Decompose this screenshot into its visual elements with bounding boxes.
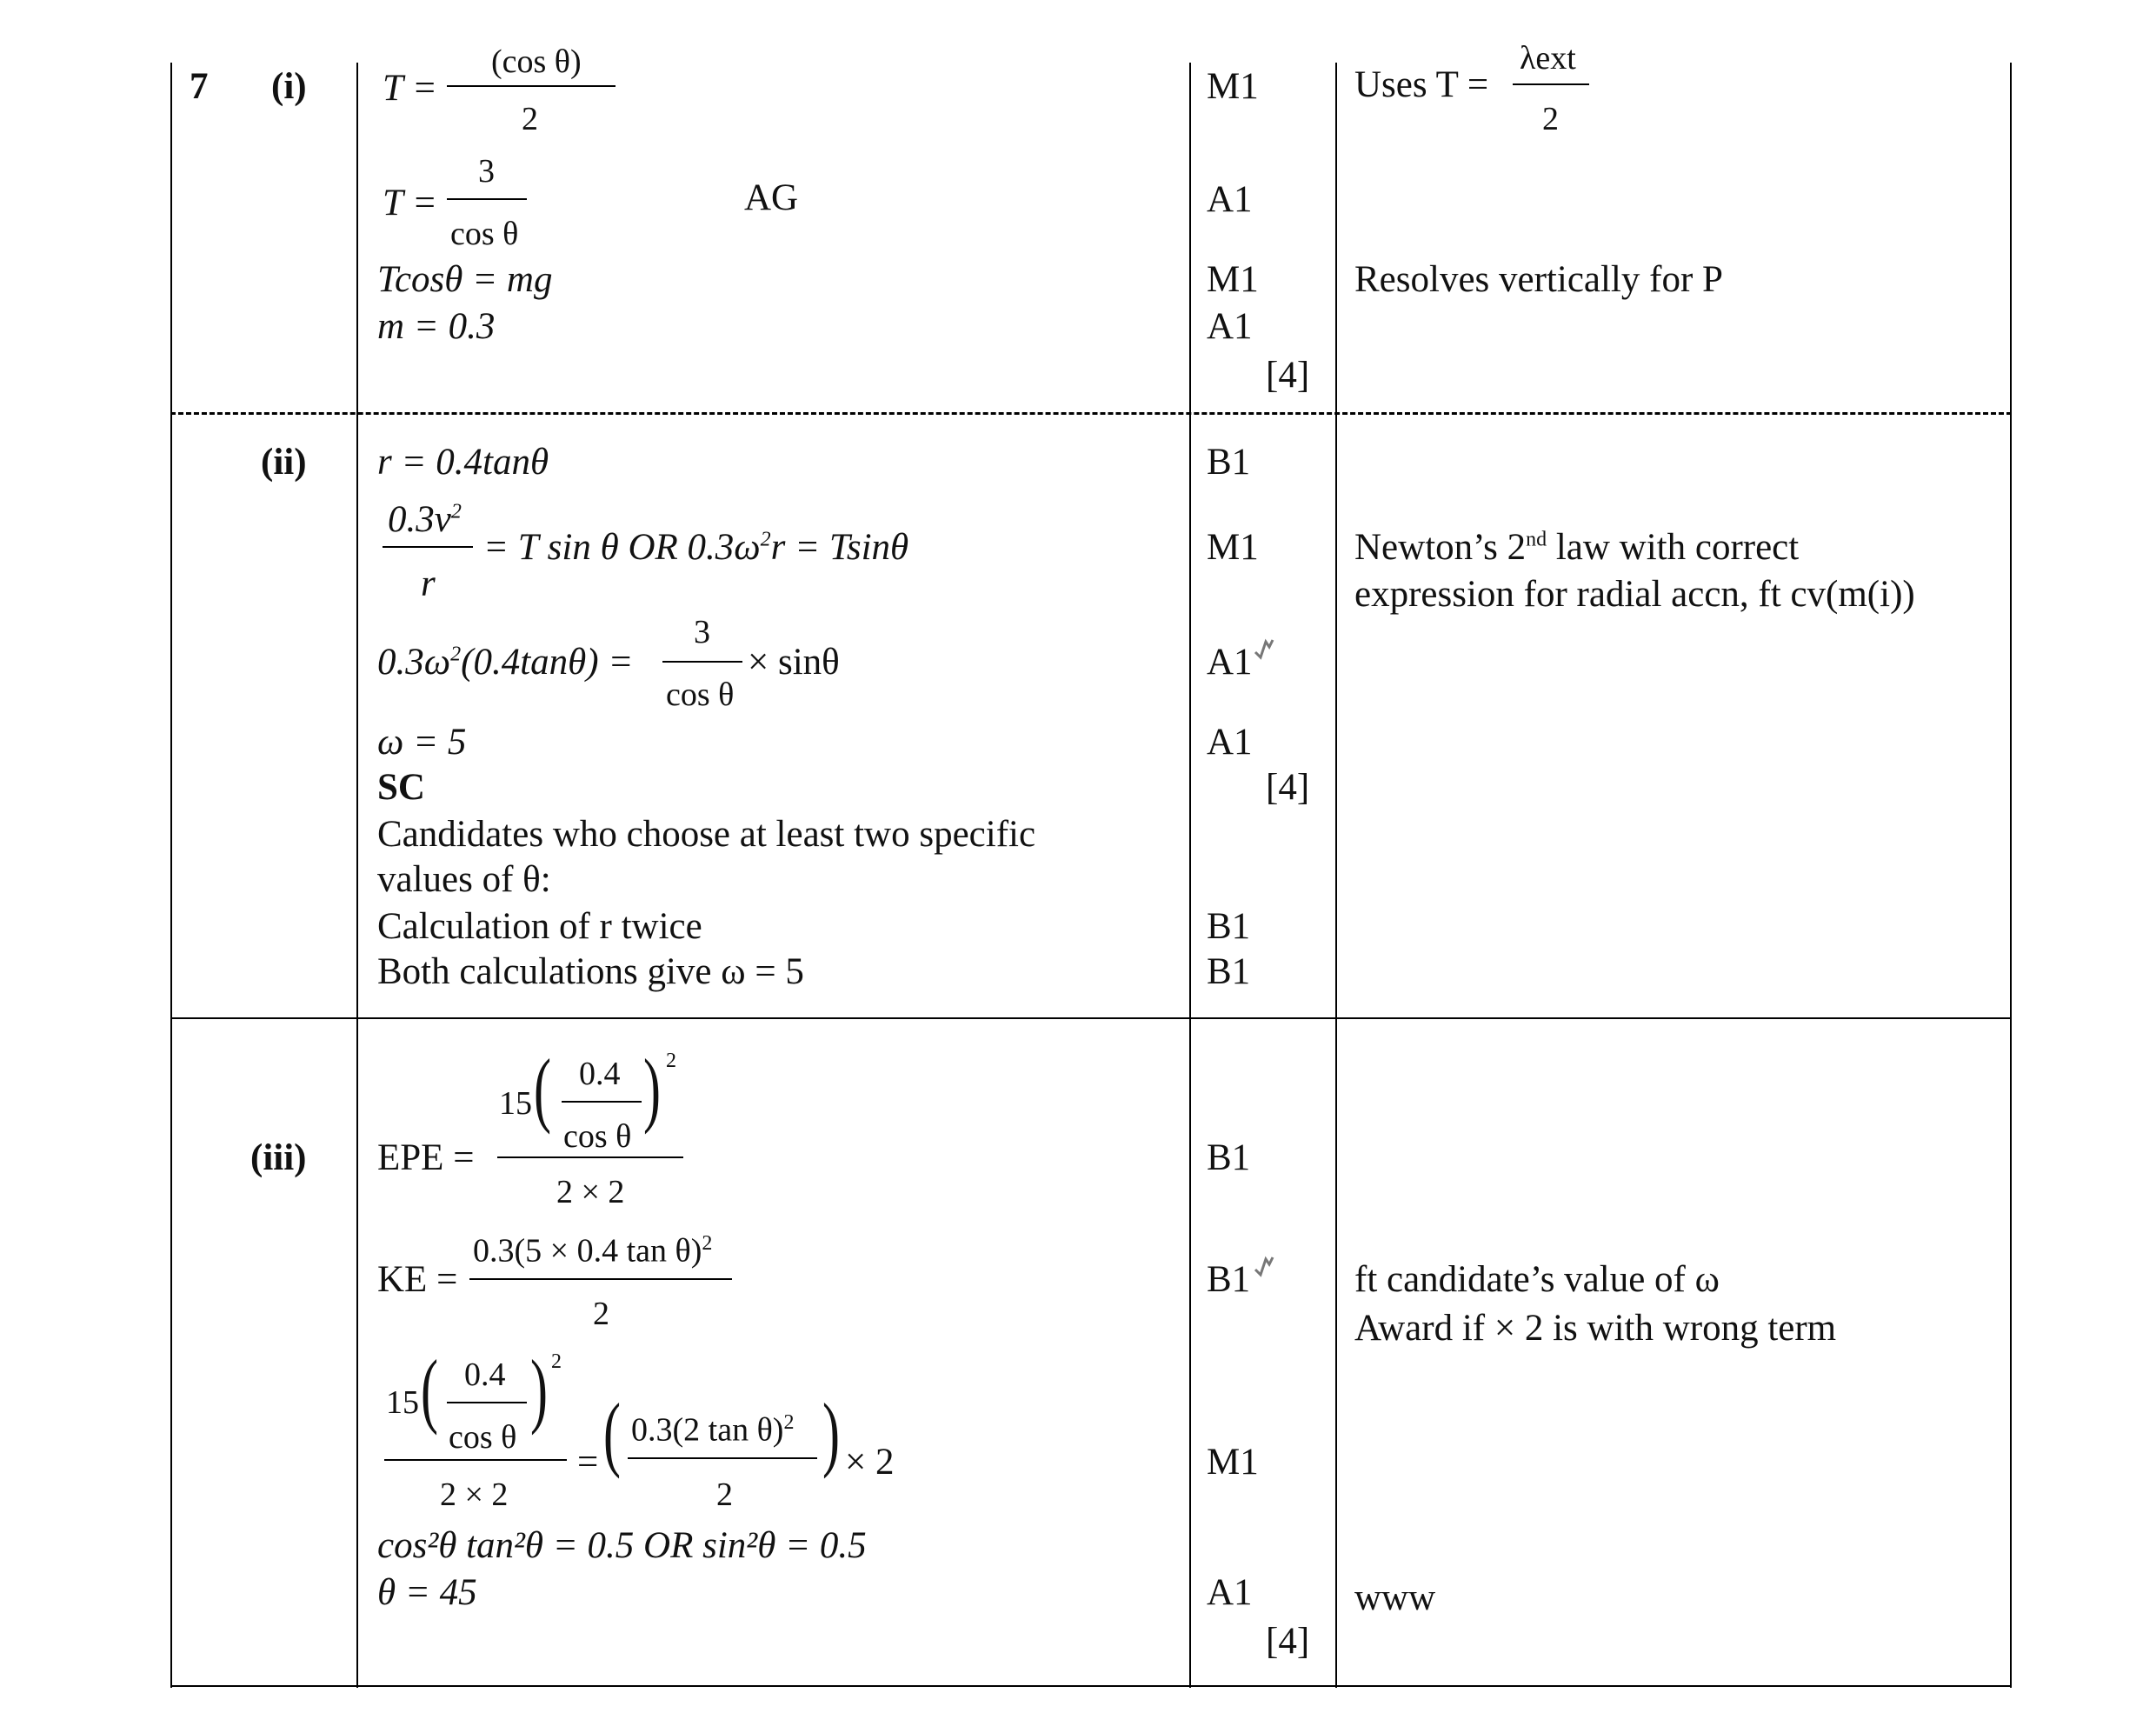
part-ii-guidance-line1: Newton’s 2nd law with correct (1354, 527, 1800, 568)
part-i-eq2-lhs: T = (383, 183, 437, 223)
part-ii-mark-4: A1 (1207, 722, 1253, 763)
part-ii-mark-6: B1 (1207, 951, 1251, 992)
part-i-guidance-uses: Uses T = (1354, 64, 1489, 105)
ke-numerator: 0.3(5 × 0.4 tan θ)$^2$ (473, 1232, 713, 1270)
part-ii-mark-2: M1 (1207, 527, 1259, 568)
energy-eq-inner-fraction-bar (447, 1402, 527, 1403)
ke-fraction-bar (469, 1278, 732, 1280)
part-ii-eq3-lhs: $0.3\omega^2(0.4\tan\theta)$ = (377, 642, 634, 683)
part-ii-eq3-fraction-bar (662, 661, 742, 663)
epe-inner-numerator: 0.4 (579, 1056, 621, 1092)
part-iii-guidance-www: www (1354, 1577, 1436, 1618)
part-i-guidance-resolves: Resolves vertically for P (1354, 259, 1723, 300)
part-i-eq1-denominator: 2 (522, 101, 538, 137)
ke-lhs: KE = (377, 1259, 458, 1300)
energy-eq-left-paren: ( (421, 1343, 438, 1436)
energy-eq-times-two: × 2 (845, 1442, 895, 1483)
part-i-eq2-numerator: 3 (478, 153, 495, 190)
part-ii-total: [4] (1266, 767, 1310, 808)
part-i-line3: Tcosθ = mg (377, 259, 553, 300)
part-i-eq1-fraction-bar (447, 85, 616, 87)
part-i-eq2-fraction-bar (447, 198, 527, 200)
part-iii-mark-1: B1 (1207, 1137, 1251, 1178)
epe-fraction-bar (497, 1156, 683, 1158)
energy-eq-right-paren: ) (530, 1343, 548, 1436)
part-ii-line1: r = 0.4tanθ (377, 442, 549, 483)
energy-eq-inner-numerator: 0.4 (464, 1356, 506, 1393)
part-ii-line4: ω = 5 (377, 722, 467, 763)
energy-eq-equals: = (577, 1442, 599, 1483)
energy-eq-square: 2 (551, 1350, 562, 1373)
part-iii-label: (iii) (250, 1137, 307, 1178)
part-ii-eq2-rhs: = T sin θ OR $0.3\omega^2r = Tsin\theta$ (483, 527, 909, 568)
part-ii-eq3-denominator: cos θ (666, 677, 735, 713)
column-divider-marks (1189, 63, 1191, 1688)
special-case-text-2: values of θ: (377, 859, 551, 900)
part-i-guidance-denominator: 2 (1542, 101, 1559, 137)
part-ii-label: (ii) (261, 442, 307, 483)
part-iii-guidance-ft: ft candidate’s value of ω (1354, 1259, 1720, 1300)
part-i-line4: m = 0.3 (377, 306, 496, 347)
energy-eq-rhs-numerator: 0.3(2 tan θ)$^2$ (631, 1411, 795, 1449)
part-divider-dashed (170, 412, 2012, 415)
part-ii-eq2-numerator: $0.3v^2$ (388, 499, 462, 540)
energy-eq-rhs-left-paren: ( (603, 1387, 621, 1479)
energy-eq-denominator: 2 × 2 (440, 1476, 509, 1513)
table-border-right (2010, 63, 2012, 1688)
epe-left-paren: ( (534, 1043, 551, 1135)
part-ii-eq2-fraction-bar (383, 546, 473, 548)
special-case-calc-1: Calculation of r twice (377, 906, 702, 947)
part-i-guidance-fraction-bar (1513, 83, 1589, 85)
part-i-mark-1: M1 (1207, 66, 1259, 107)
answer-given-tag: AG (744, 177, 799, 218)
part-i-eq2-denominator: cos θ (450, 216, 519, 252)
part-ii-eq3-rhs: × sinθ (748, 642, 840, 683)
part-iii-line4: cos²θ tan²θ = 0.5 OR sin²θ = 0.5 (377, 1525, 867, 1566)
part-ii-mark-5: B1 (1207, 906, 1251, 947)
part-ii-eq3-numerator: 3 (694, 614, 710, 650)
epe-square: 2 (666, 1050, 676, 1072)
table-border-left (170, 63, 172, 1688)
part-iii-guidance-award: Award if × 2 is with wrong term (1354, 1308, 1837, 1349)
special-case-heading: SC (377, 767, 425, 808)
follow-through-tick-icon (1254, 1254, 1276, 1280)
epe-inner-fraction-bar (562, 1101, 642, 1103)
part-ii-mark-3: A1 (1207, 642, 1253, 683)
part-i-eq1-lhs: T = (383, 68, 437, 109)
part-i-guidance-fragment: λext (1520, 40, 1576, 77)
energy-eq-inner-denominator: cos θ (449, 1419, 517, 1456)
column-divider-answer (356, 63, 358, 1688)
epe-right-paren: ) (643, 1043, 661, 1135)
part-i-eq1-numerator-fragment: (cos θ) (491, 43, 582, 80)
column-divider-guidance (1335, 63, 1337, 1688)
part-divider-solid (170, 1017, 2012, 1019)
part-i-mark-2: A1 (1207, 179, 1253, 220)
energy-eq-fraction-bar (384, 1459, 567, 1461)
part-ii-mark-1: B1 (1207, 442, 1251, 483)
epe-coefficient: 15 (499, 1085, 532, 1122)
ke-denominator: 2 (593, 1296, 609, 1332)
energy-eq-rhs-fraction-bar (628, 1457, 817, 1459)
follow-through-tick-icon (1254, 637, 1276, 663)
part-iii-line5: θ = 45 (377, 1572, 477, 1613)
energy-eq-coefficient: 15 (386, 1384, 419, 1421)
part-ii-guidance-line2: expression for radial accn, ft cv(m(i)) (1354, 574, 1915, 615)
part-ii-eq2-denominator: r (421, 563, 436, 604)
part-i-mark-4: A1 (1207, 306, 1253, 347)
special-case-calc-2: Both calculations give ω = 5 (377, 951, 804, 992)
energy-eq-rhs-right-paren: ) (822, 1387, 840, 1479)
part-iii-mark-3: M1 (1207, 1442, 1259, 1483)
special-case-text-1: Candidates who choose at least two specific (377, 814, 1036, 855)
energy-eq-rhs-denominator: 2 (716, 1476, 733, 1513)
part-iii-mark-4: A1 (1207, 1572, 1253, 1613)
question-number: 7 (190, 66, 209, 107)
part-iii-total: [4] (1266, 1621, 1310, 1662)
part-iii-mark-2: B1 (1207, 1259, 1251, 1300)
part-i-mark-3: M1 (1207, 259, 1259, 300)
part-i-label: (i) (271, 66, 307, 107)
part-i-total: [4] (1266, 355, 1310, 396)
epe-inner-denominator: cos θ (563, 1118, 632, 1155)
table-border-bottom (170, 1685, 2012, 1687)
epe-denominator: 2 × 2 (556, 1174, 625, 1210)
epe-lhs: EPE = (377, 1137, 475, 1178)
